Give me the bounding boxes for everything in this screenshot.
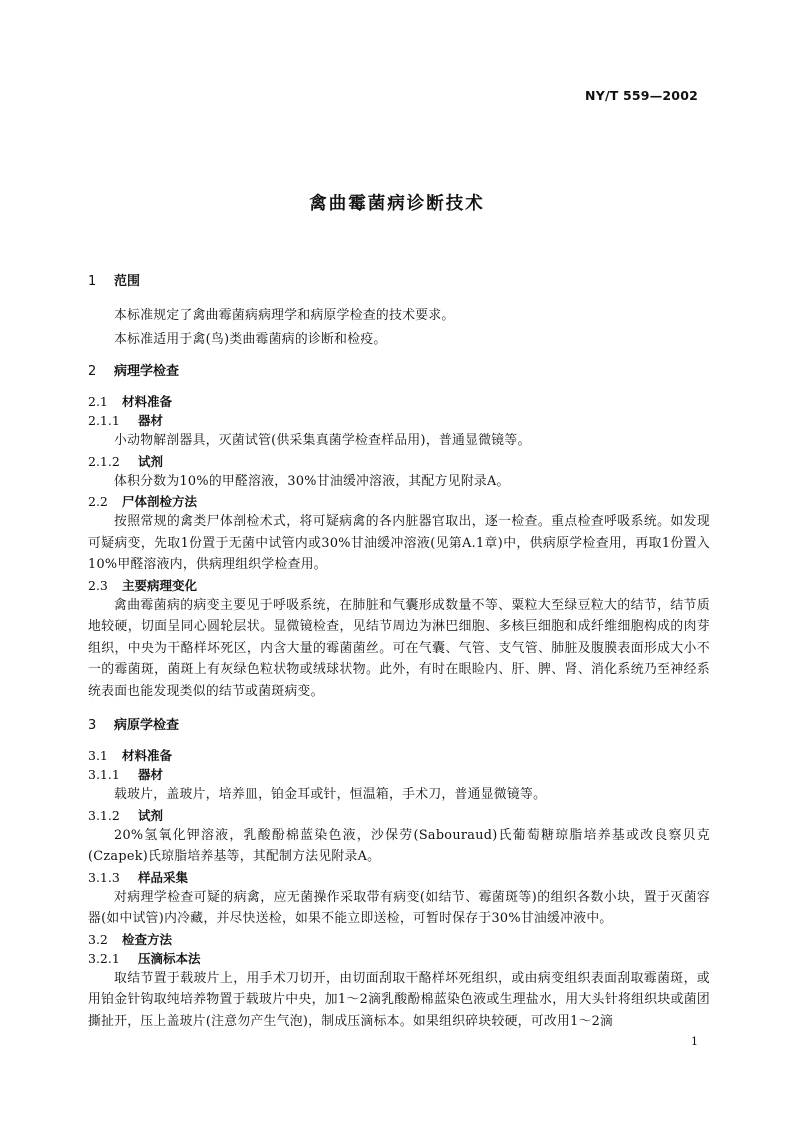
subsection-heading-2-1-1: 2.1.1 器材 [88, 413, 164, 428]
page-number: 1 [691, 1035, 698, 1048]
paragraph: 小动物解剖器具，灭菌试管(供采集真菌学检查样品用)，普通显微镜等。 [114, 433, 531, 448]
paragraph: 对病理学检查可疑的病禽，应无菌操作采取带有病变(如结节、霉菌斑等)的组织各数小块，置于灭菌容器(如中试管)内冷藏，并尽快送检，如果不能立即送检，可暂时保存于30%甘油缓冲液中。 [88, 889, 710, 926]
paragraph: 载玻片，盖玻片，培养皿，铂金耳或针，恒温箱，手术刀，普通显微镜等。 [114, 787, 547, 802]
paragraph: 按照常规的禽类尸体剖检术式，将可疑病禽的各内脏器官取出，逐一检查。重点检查呼吸系统。如发现可疑病变，先取1份置于无菌中试管内或30%甘油缓冲溶液(见第A.1章)中，供病原学检查用，再取1份置入10%甲醛溶液内，供病理组织学检查用。 [88, 514, 710, 572]
paragraph: 本标准规定了禽曲霉菌病病理学和病原学检查的技术要求。 [114, 308, 455, 323]
subsection-heading-3-2-1: 3.2.1 压滴标本法 [88, 950, 201, 966]
subsection-heading-3-2: 3.2 检查方法 [88, 931, 173, 947]
subsection-heading-3-1-1: 3.1.1 器材 [88, 767, 164, 782]
subsection-heading-2-3: 2.3 主要病理变化 [88, 577, 198, 593]
paragraph: 体积分数为10%的甲醛溶液，30%甘油缓冲溶液，其配方见附录A。 [114, 473, 510, 489]
paragraph: 禽曲霉菌病的病变主要见于呼吸系统，在肺脏和气囊形成数量不等、粟粒大至绿豆粒大的结节，结节质地较硬，切面呈同心圆轮层状。显微镜检查，见结节周边为淋巴细胞、多核巨细胞和成纤维细胞构成的肉芽组织，中央为干酪样坏死区，内含大量的霉菌菌丝。可在气囊、气管、支气管、肺脏及腹膜表面形成大小不一的霉菌斑，菌斑上有灰绿色粒状物或绒球状物。此外，有时在眼睑内、肝、脾、肾、消化系统乃至神经系统表面也能发现类似的结节或菌斑病变。 [88, 597, 710, 699]
document-title: 禽曲霉菌病诊断技术 [309, 194, 485, 214]
standard-code: NY/T 559—2002 [585, 88, 698, 103]
subsection-heading-3-1-3: 3.1.3 样品采集 [88, 869, 189, 885]
document-body [88, 272, 710, 1032]
paragraph: 取结节置于载玻片上，用手术刀切开，由切面刮取干酪样坏死组织，或由病变组织表面刮取霉菌斑，或用铂金针钩取纯培养物置于载玻片中央，加1～2滴乳酸酚棉蓝染色液或生理盐水，用大头针将组织块或菌团撕扯开，压上盖玻片(注意勿产生气泡)，制成压滴标本。如果组织碎块较硬，可改用1～2滴 [88, 970, 710, 1029]
paragraph: 本标准适用于禽(鸟)类曲霉菌病的诊断和检疫。 [114, 331, 387, 347]
section-heading-3: 3 病原学检查 [88, 718, 180, 733]
paragraph: 20%氢氧化钾溶液，乳酸酚棉蓝染色液，沙保劳(Sabouraud)氏葡萄糖琼脂培养基或改良察贝克(Czapek)氏琼脂培养基等，其配制方法见附录A。 [88, 827, 710, 864]
subsection-heading-2-1-2: 2.1.2 试剂 [88, 453, 164, 469]
subsection-heading-2-2: 2.2 尸体剖检方法 [88, 494, 198, 509]
subsection-heading-2-1: 2.1 材料准备 [88, 394, 173, 409]
subsection-heading-3-1: 3.1 材料准备 [88, 748, 173, 763]
section-heading-1: 1 范围 [88, 274, 141, 289]
section-heading-2: 2 病理学检查 [88, 364, 180, 379]
subsection-heading-3-1-2: 3.1.2 试剂 [88, 807, 164, 823]
